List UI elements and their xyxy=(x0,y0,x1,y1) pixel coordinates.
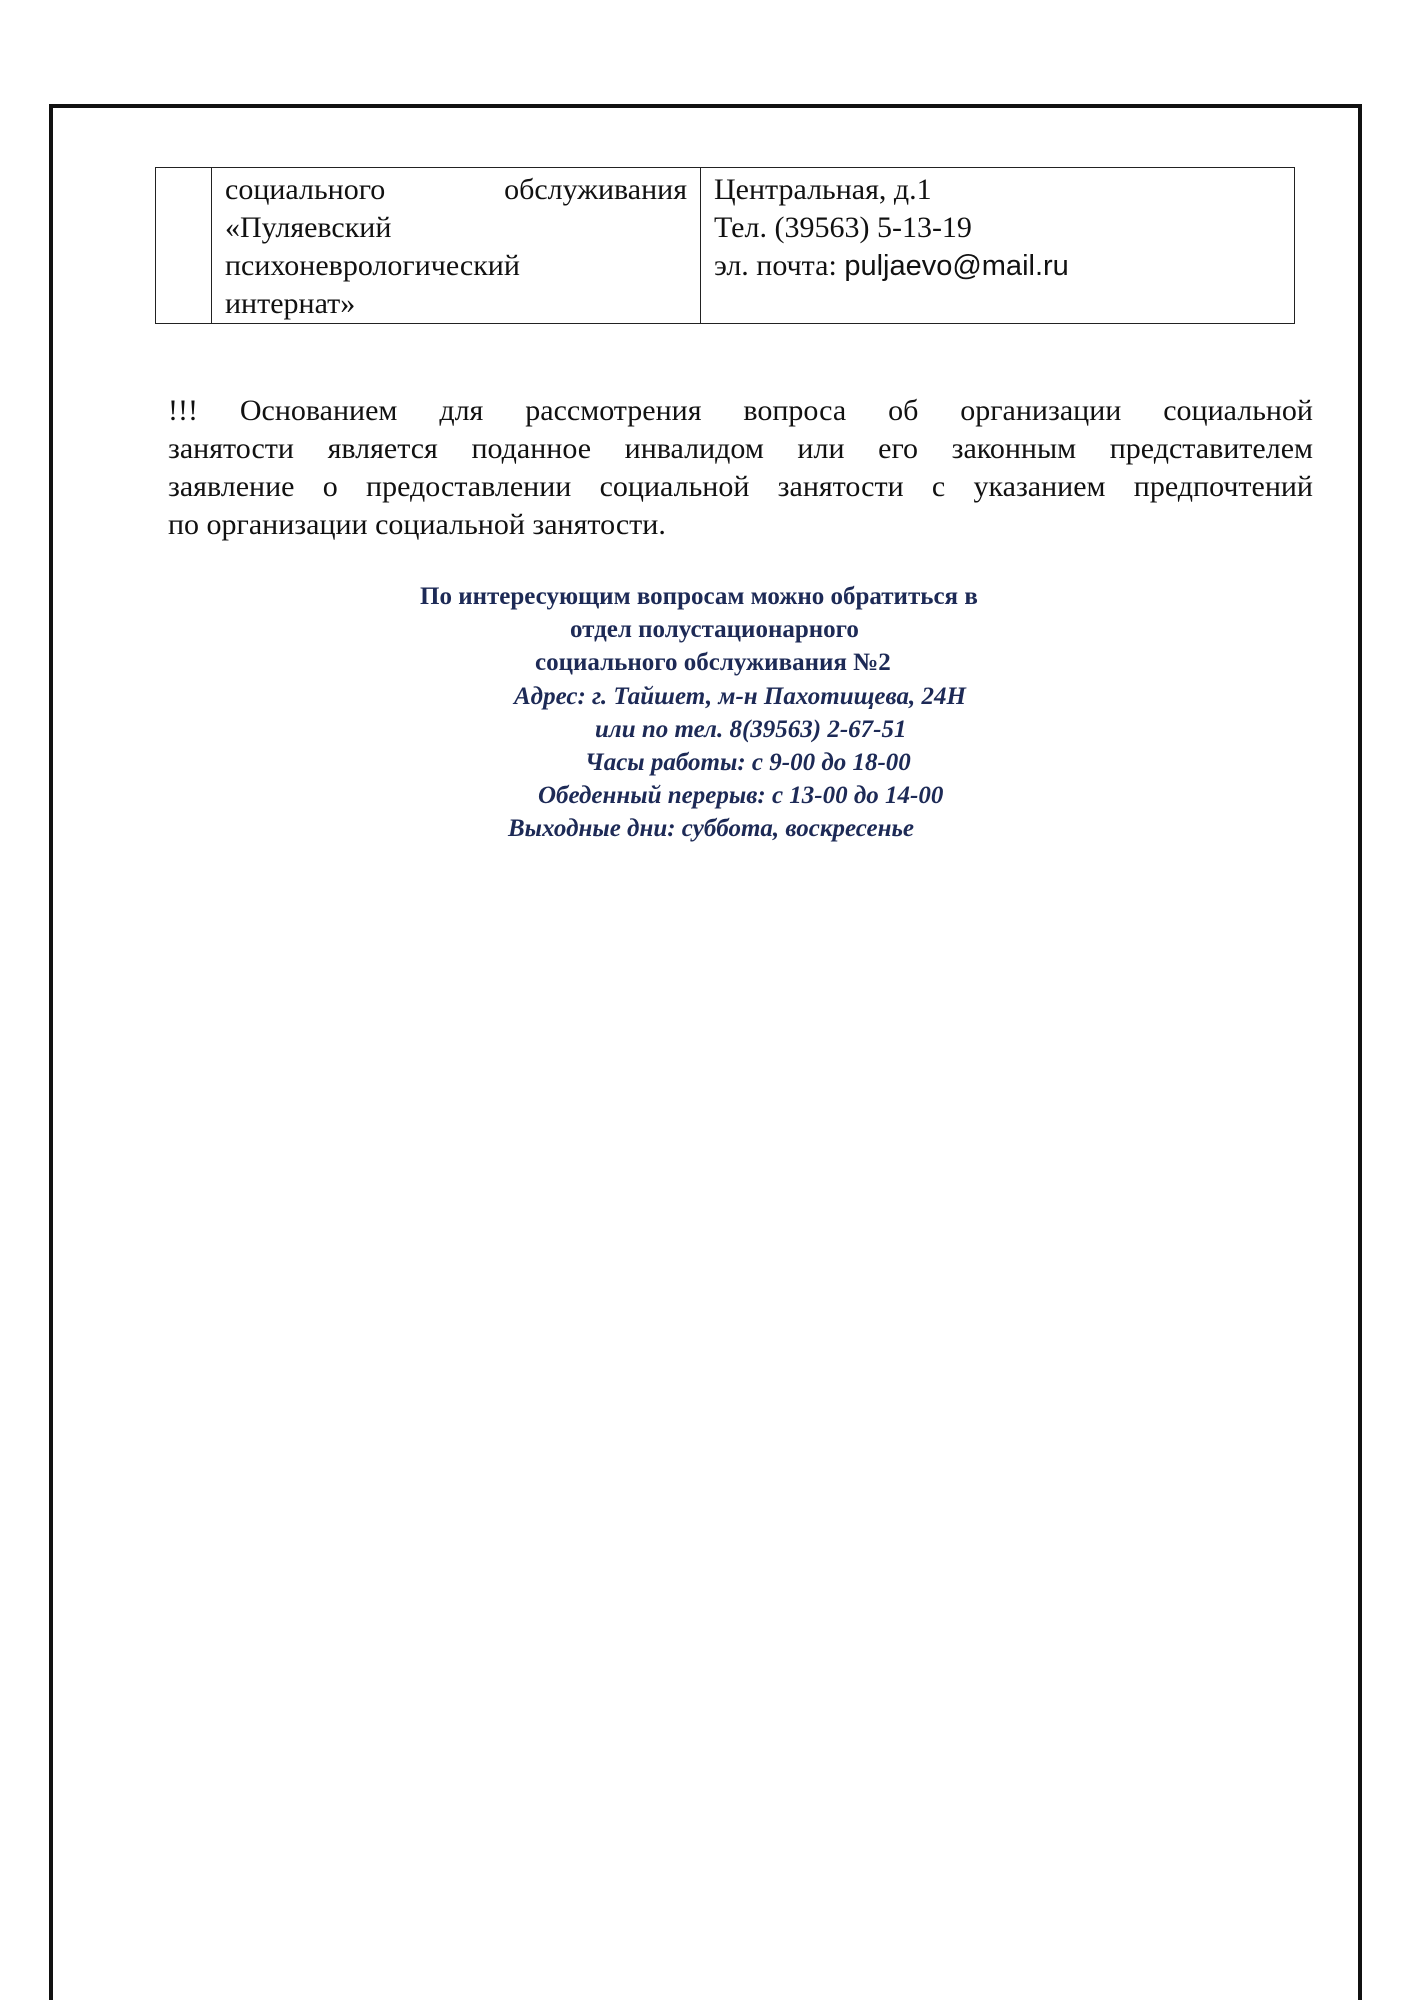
email-line xyxy=(714,247,1281,285)
phone-number: Тел. (39563) 5-13-19 xyxy=(714,211,972,244)
contact-lunch: Обеденный перерыв: с 13-00 до 14-00 xyxy=(538,782,944,809)
contact-phone: или по тел. 8(39563) 2-67-51 xyxy=(595,716,907,743)
email-label: эл. почта: xyxy=(714,249,837,282)
institution-table xyxy=(155,167,1295,324)
notice-line: по организации социальной занятости. xyxy=(168,508,666,541)
notice-line: занятости является поданное инвалидом или его законным представителем xyxy=(168,432,1313,465)
page-border-frame xyxy=(49,104,1362,2000)
contact-heading-line: отдел полустационарного xyxy=(570,616,859,643)
institution-address-cell xyxy=(701,168,1295,324)
institution-name-line: социального обслуживания xyxy=(225,173,687,206)
contact-address: Адрес: г. Тайшет, м-н Пахотищева, 24Н xyxy=(514,683,966,710)
notice-line: !!! Основанием для рассмотрения вопроса об организации социальной xyxy=(168,394,1313,427)
table-row xyxy=(156,168,1295,324)
contact-heading-line: По интересующим вопросам можно обратиться в xyxy=(420,583,978,610)
contact-days-off: Выходные дни: суббота, воскресенье xyxy=(508,815,915,842)
notice-line: заявление о предоставлении социальной занятости с указанием предпочтений xyxy=(168,470,1313,503)
institution-name-line: психоневрологический xyxy=(225,249,520,282)
institution-name-line: «Пуляевский xyxy=(225,211,392,244)
row-number-cell xyxy=(156,168,212,324)
email-address: puljaevo@mail.ru xyxy=(844,250,1069,282)
institution-name-line: интернат» xyxy=(225,287,356,320)
contact-hours: Часы работы: с 9-00 до 18-00 xyxy=(585,749,911,776)
street-address: Центральная, д.1 xyxy=(714,173,932,206)
notice-paragraph xyxy=(168,392,1313,544)
institution-name-cell xyxy=(212,168,701,324)
contact-heading-line: социального обслуживания №2 xyxy=(535,649,891,676)
